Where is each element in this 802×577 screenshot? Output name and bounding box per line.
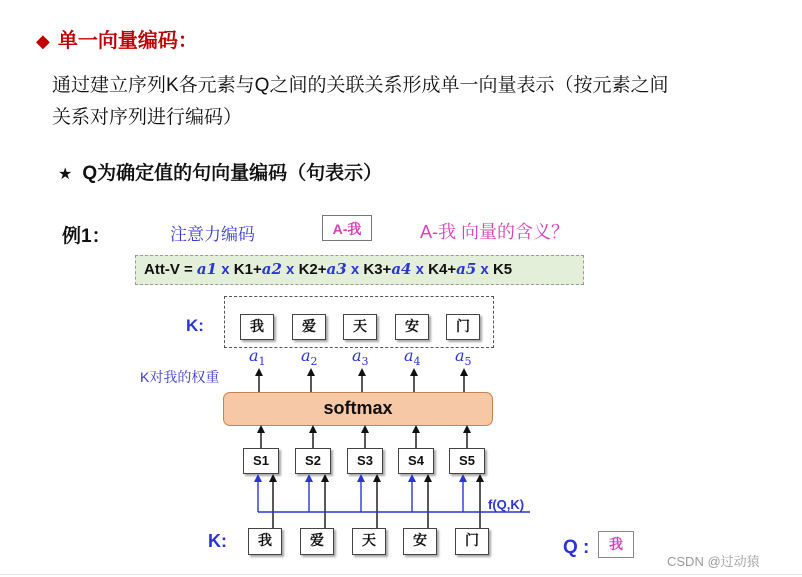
bottom-k-label: K: (208, 531, 227, 551)
key-to-score-arrows (273, 478, 480, 528)
bottom-k-cell: 爱 (300, 528, 334, 555)
alpha-symbol: a (249, 346, 259, 365)
softmax-output-arrows (259, 372, 464, 392)
paragraph-line-1: 通过建立序列K各元素与Q之间的关联关系形成单一向量表示（按元素之间 (52, 75, 669, 96)
score-box: S2 (295, 448, 331, 474)
formula-weight: a2 (261, 260, 282, 278)
formula-plus: + (447, 261, 457, 278)
alpha-subscript: 1 (258, 355, 266, 369)
diamond-bullet-icon: ◆ (36, 31, 50, 51)
paragraph-line-2: 关系对序列进行编码） (52, 107, 243, 128)
query-box: 我 (598, 531, 634, 558)
formula-weight: a4 (391, 260, 412, 278)
alpha-symbol: a (404, 346, 414, 365)
top-k-cell: 安 (395, 314, 429, 340)
formula-key: K1 (233, 261, 253, 278)
top-k-cell: 爱 (292, 314, 326, 340)
heading-text: 单一向量编码： (57, 30, 198, 52)
formula-key: K2 (298, 261, 318, 278)
query-label: Q : (563, 537, 590, 558)
score-box: S3 (347, 448, 383, 474)
formula-plus: + (382, 261, 392, 278)
formula-key: K4 (428, 261, 448, 278)
formula-weight: a5 (456, 260, 477, 278)
top-k-cell: 天 (343, 314, 377, 340)
alpha-symbol: a (455, 346, 465, 365)
vector-meaning-question: A-我 向量的含义？ (420, 222, 570, 242)
formula-times: x (411, 261, 429, 278)
score-to-softmax-arrows (261, 429, 467, 448)
alpha-subscript: 3 (361, 355, 369, 369)
alpha-subscript: 4 (413, 355, 421, 369)
formula-prefix: Att-V = (144, 261, 197, 278)
formula-times: x (346, 261, 364, 278)
top-k-label: K: (186, 316, 204, 335)
example-label: 例1： (62, 226, 111, 247)
formula-key: K3 (363, 261, 383, 278)
alpha-subscript: 2 (310, 355, 318, 369)
formula-plus: + (317, 261, 327, 278)
alpha-symbol: a (301, 346, 311, 365)
formula-weight: a1 (196, 260, 218, 278)
softmax-block: softmax (223, 392, 493, 426)
bottom-k-cell: 安 (403, 528, 437, 555)
function-label: f(Q,K) (488, 497, 525, 512)
bottom-k-cell: 天 (352, 528, 386, 555)
formula-times: x (281, 261, 299, 278)
bottom-k-cell: 我 (248, 528, 282, 555)
score-box: S4 (398, 448, 434, 474)
query-to-score-arrows (258, 478, 530, 512)
score-box: S5 (449, 448, 485, 474)
formula-key: K5 (492, 261, 513, 278)
formula-plus: + (252, 261, 262, 278)
k-weight-label: K对我的权重 (140, 369, 220, 385)
top-k-cell: 我 (240, 314, 274, 340)
score-box: S1 (243, 448, 279, 474)
formula-times: x (476, 261, 493, 278)
subheading-text: Q为确定值的句向量编码（句表示） (82, 163, 383, 184)
watermark: CSDN @过动猿 (667, 554, 760, 569)
attention-encoding-label: 注意力编码 (170, 225, 255, 244)
top-k-cell: 门 (446, 314, 480, 340)
formula-weight: a3 (326, 260, 347, 278)
bottom-k-cell: 门 (455, 528, 489, 555)
alpha-subscript: 5 (464, 355, 472, 369)
formula-times: x (217, 261, 234, 278)
vector-box: A-我 (322, 215, 372, 241)
alpha-symbol: a (352, 346, 362, 365)
star-icon: ★ (58, 166, 73, 183)
